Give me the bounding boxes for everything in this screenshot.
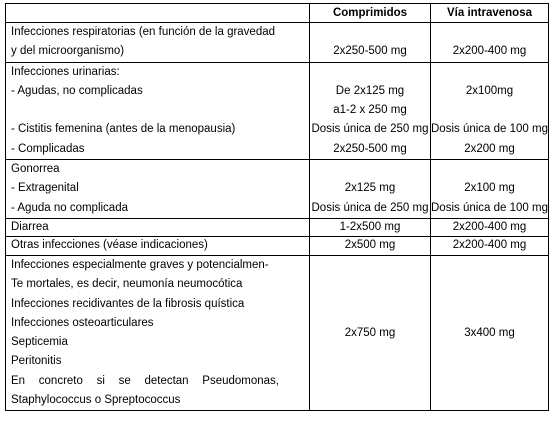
- iv-dose: [431, 101, 548, 120]
- oral-dose-cell: [310, 236, 431, 255]
- header-iv: Vía intravenosa: [431, 4, 549, 23]
- condition-line: y del microorganismo): [11, 45, 125, 58]
- iv-dose-cell: [431, 218, 549, 236]
- oral-dose: 2x500 mg: [344, 238, 396, 251]
- oral-dose-cell: [310, 23, 431, 63]
- table-row: [6, 62, 549, 159]
- header-oral: Comprimidos: [310, 4, 431, 23]
- iv-dose: Dosis única de 100 mg: [431, 123, 548, 136]
- oral-dose: Dosis única de 250 mg: [311, 201, 429, 214]
- oral-dose-cell: [310, 255, 431, 410]
- table-row: [6, 236, 549, 255]
- oral-dose-cell: [310, 218, 431, 236]
- iv-dose-cell: [431, 236, 549, 255]
- condition-line: - Agudas, no complicadas: [11, 84, 143, 97]
- condition-line: - Aguda no complicada: [11, 201, 128, 214]
- condition-cell: [6, 62, 310, 159]
- oral-dose: 1-2x500 mg: [339, 220, 401, 233]
- condition-line: Infecciones osteoarticulares: [11, 316, 154, 329]
- condition-line: Peritonitis: [11, 355, 62, 368]
- iv-dose: 3x400 mg: [464, 326, 515, 339]
- condition-cell: [6, 23, 310, 63]
- condition-cell: [6, 255, 310, 410]
- iv-dose: 2x200-400 mg: [452, 238, 527, 251]
- iv-dose: 2x100 mg: [464, 182, 515, 195]
- iv-dose: [431, 23, 548, 42]
- condition-line: Staphylococcus o Spreptococcus: [11, 394, 181, 407]
- condition-line: Infecciones especialmente graves y potencialmen-: [11, 258, 269, 271]
- condition-line: Otras infecciones (véase indicaciones): [11, 238, 208, 251]
- condition-line: Infecciones respiratorias (en función de la gravedad: [11, 26, 276, 38]
- iv-dose: Dosis única de 100 mg: [431, 201, 548, 214]
- oral-dose: 2x250-500 mg: [333, 142, 407, 155]
- iv-dose: [431, 63, 548, 82]
- iv-dose-cell: [431, 23, 549, 63]
- condition-line: - Complicadas: [11, 142, 85, 155]
- oral-dose-cell: [310, 62, 431, 159]
- oral-dose: [310, 160, 430, 179]
- oral-dose: 2x250-500 mg: [333, 45, 407, 58]
- table-row: [6, 255, 549, 410]
- condition-line: Septicemia: [11, 336, 68, 349]
- iv-dose-cell: [431, 62, 549, 159]
- condition-line: - Cistitis femenina (antes de la menopausia): [11, 123, 236, 136]
- condition-cell: [6, 236, 310, 255]
- header-condition: [6, 4, 310, 23]
- iv-dose: 2x200-400 mg: [452, 220, 527, 233]
- header-row: [6, 4, 549, 23]
- condition-line: - Extragenital: [11, 182, 79, 195]
- condition-cell: [6, 218, 310, 236]
- condition-line: [6, 101, 309, 120]
- oral-dose: [310, 63, 430, 82]
- condition-line: Gonorrea: [11, 163, 60, 176]
- oral-dose: [310, 23, 430, 42]
- condition-cell: [6, 160, 310, 219]
- table-row: [6, 218, 549, 236]
- iv-dose-cell: [431, 255, 549, 410]
- iv-dose: 2x100mg: [465, 84, 514, 97]
- condition-line: En concreto si se detectan Pseudomonas,: [11, 374, 279, 387]
- oral-dose: 2x750 mg: [344, 326, 396, 339]
- iv-dose-cell: [431, 160, 549, 219]
- oral-dose: 2x125 mg: [344, 182, 396, 195]
- condition-line: Diarrea: [11, 220, 49, 233]
- oral-dose-cell: [310, 160, 431, 219]
- condition-line: Te mortales, es decir, neumonía neumocótica: [11, 278, 243, 291]
- dosage-table: [5, 3, 549, 411]
- table-row: [6, 23, 549, 63]
- condition-line: Infecciones urinarias:: [11, 65, 120, 78]
- table-row: [6, 160, 549, 219]
- oral-dose: a1-2 x 250 mg: [333, 104, 407, 117]
- iv-dose: 2x200 mg: [464, 142, 515, 155]
- iv-dose: [431, 160, 548, 179]
- condition-line: Infecciones recidivantes de la fibrosis quística: [11, 297, 245, 310]
- oral-dose: De 2x125 mg: [335, 84, 405, 97]
- iv-dose: 2x200-400 mg: [452, 45, 527, 58]
- oral-dose: Dosis única de 250 mg: [311, 123, 429, 136]
